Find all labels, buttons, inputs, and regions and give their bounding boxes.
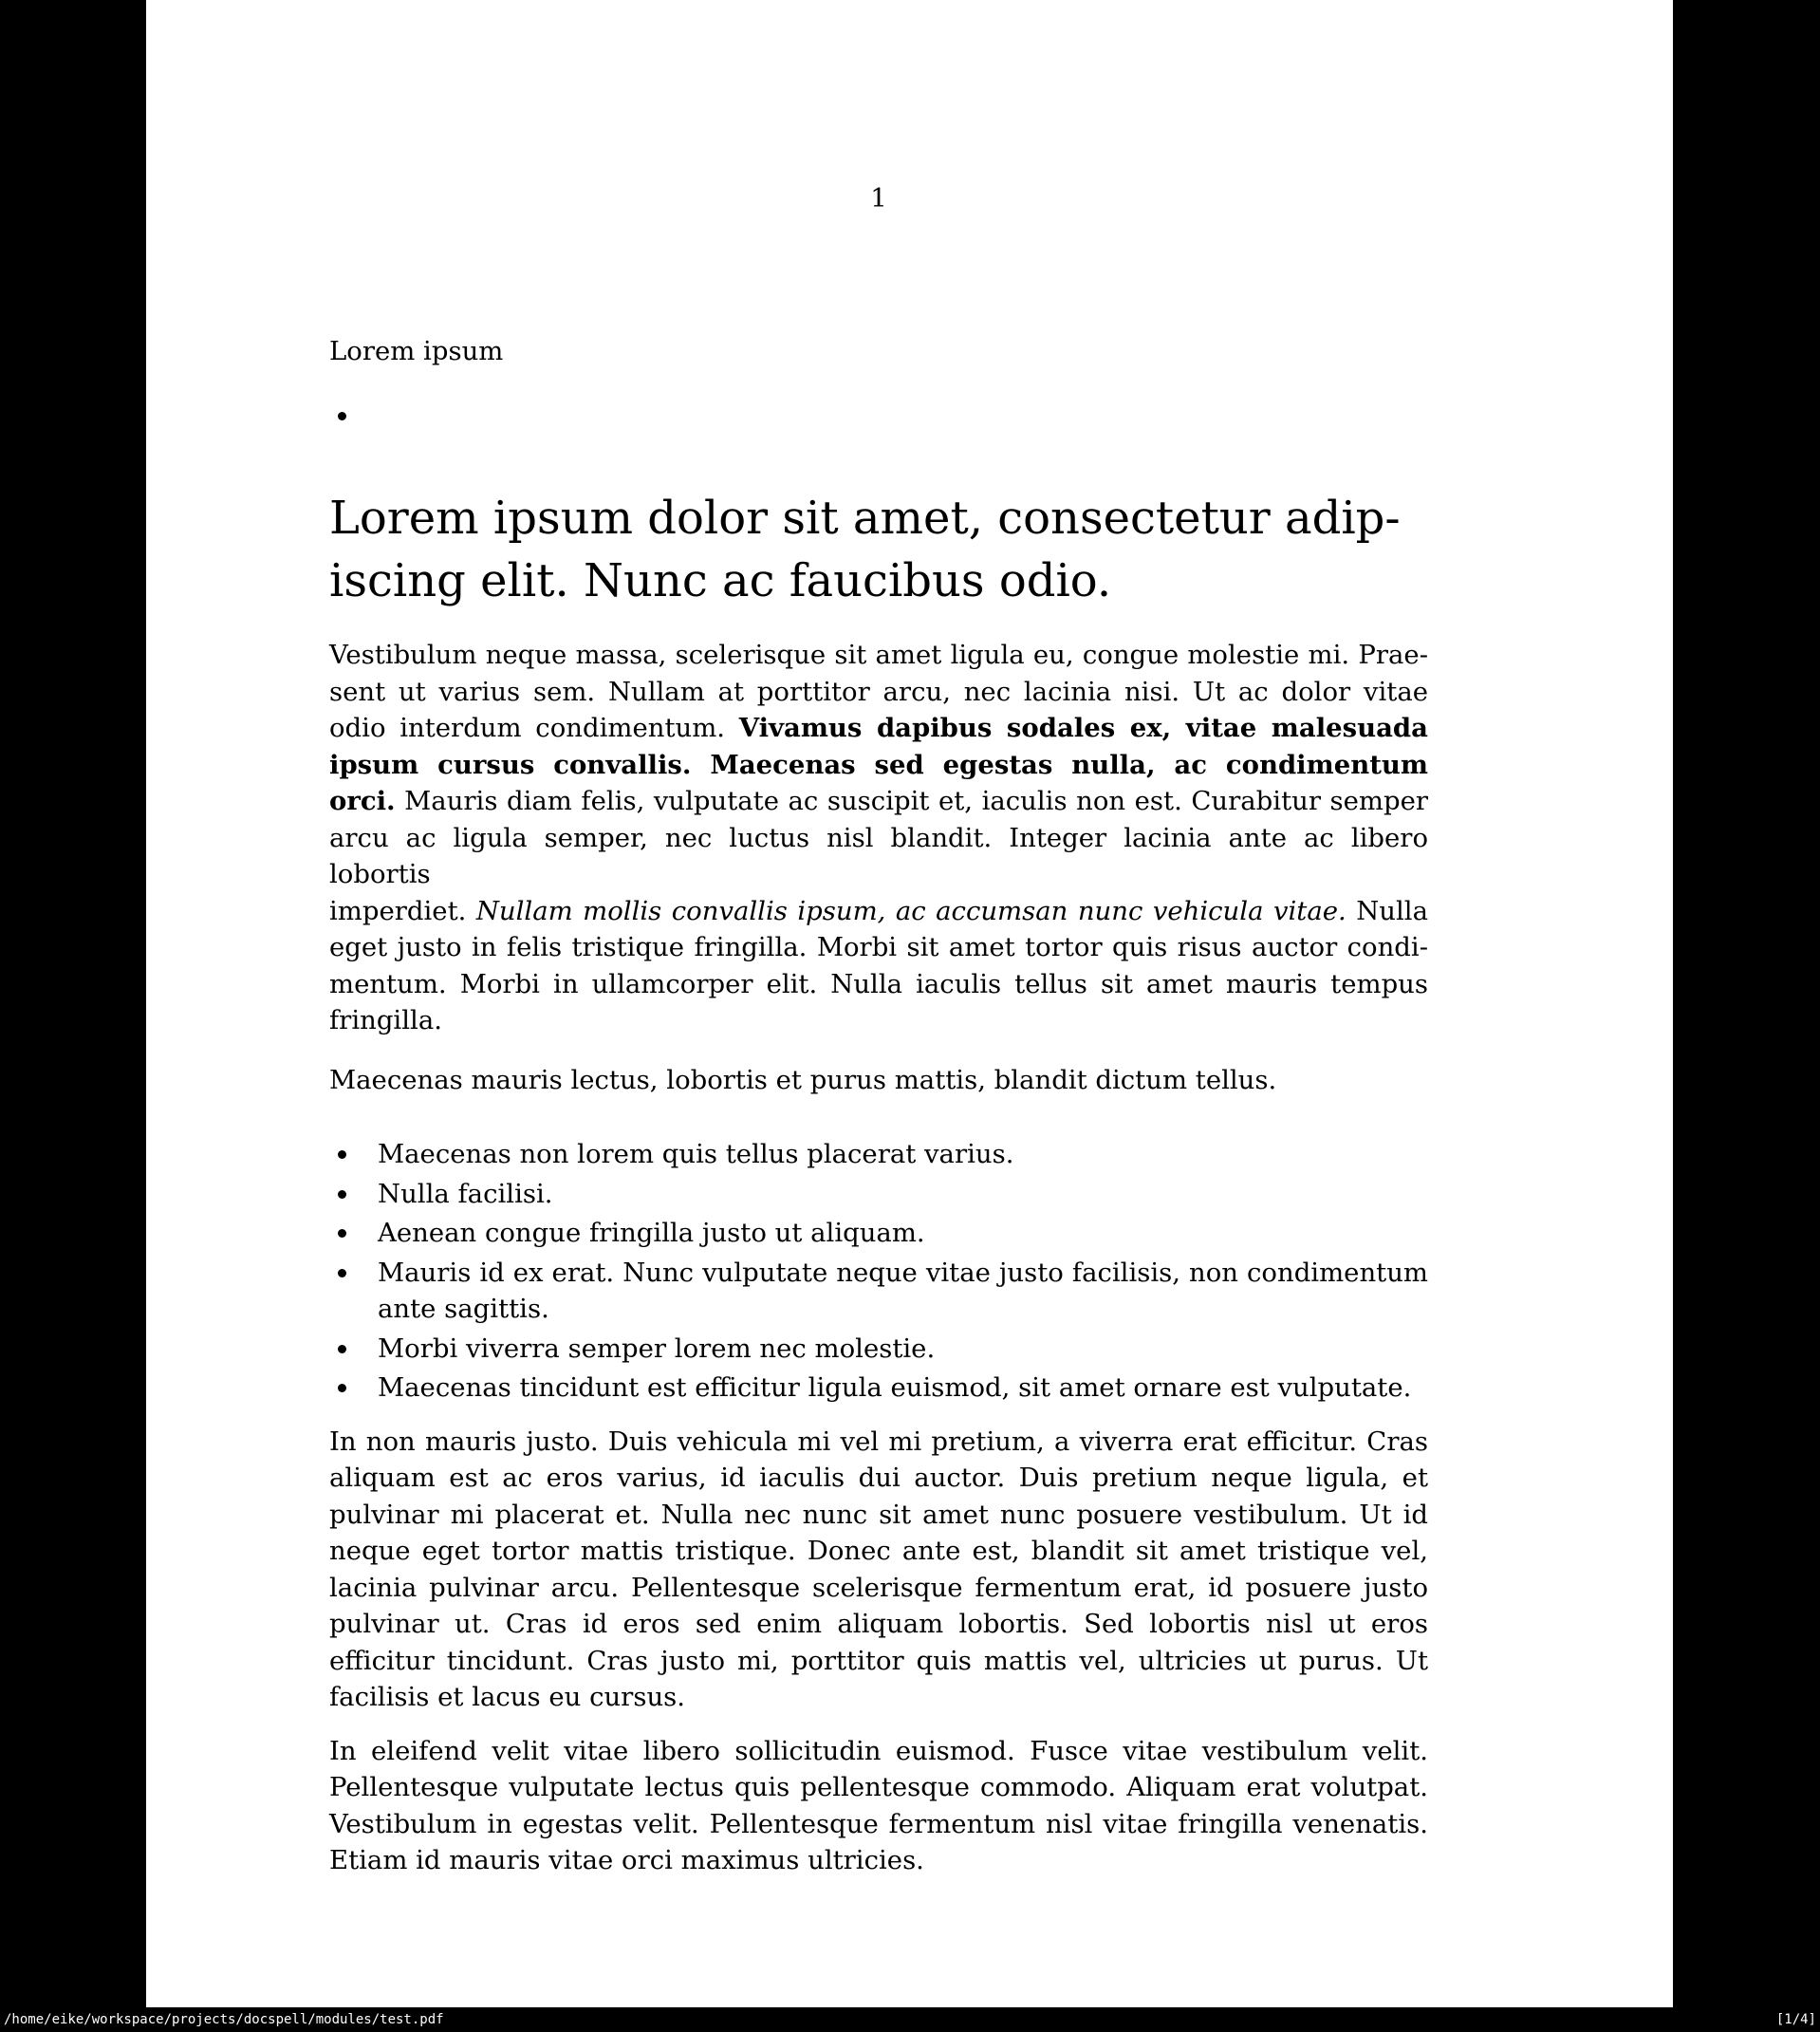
text-run: ante sagittis. — [378, 1294, 549, 1324]
page-indicator: [1/4] — [1775, 2012, 1816, 2027]
text-line — [378, 1370, 1428, 1407]
text-run: lacinia pulvinar arcu. Pellentesque scelerisque fermentum erat, id posuere justo — [329, 1572, 1428, 1603]
text-run: Vestibulum in egestas velit. Pellentesque fermentum nisl vitae fringilla venenatis. — [329, 1808, 1428, 1839]
bullet-icon — [338, 412, 346, 420]
bullet-list — [329, 1136, 1428, 1407]
text-line — [329, 1733, 1428, 1770]
section-heading — [329, 487, 1428, 612]
text-line — [329, 966, 1428, 1003]
list-item — [329, 1331, 1428, 1368]
text-run: iscing elit. Nunc ac faucibus odio. — [329, 554, 1112, 607]
text-run: sent ut varius sem. Nullam at porttitor arcu, nec lacinia nisi. Ut ac dolor vitae — [329, 676, 1428, 707]
list-item — [329, 1370, 1428, 1407]
bullet-icon — [338, 1150, 346, 1159]
bullet-icon — [338, 1229, 346, 1238]
text-run: imperdiet. — [329, 895, 476, 926]
text-run: Lorem ipsum — [329, 336, 504, 366]
status-bar — [0, 2007, 1820, 2032]
text-run: efficitur tincidunt. Cras justo mi, porttitor quis mattis vel, ultricies ut purus. Ut — [329, 1645, 1428, 1676]
text-line — [329, 1842, 1428, 1879]
text-run: arcu ac ligula semper, nec luctus nisl blandit. Integer lacinia ante ac libero lobortis — [329, 822, 1428, 889]
text-run: pulvinar ut. Cras id eros sed enim aliquam lobortis. Sed lobortis nisl ut eros — [329, 1609, 1428, 1639]
text-line — [378, 1255, 1428, 1292]
text-line — [378, 1215, 1428, 1252]
text-line — [329, 1570, 1428, 1607]
text-run: Nulla facilisi. — [378, 1178, 553, 1209]
text-run: Maecenas non lorem quis tellus placerat varius. — [378, 1139, 1014, 1169]
text-line — [329, 1533, 1428, 1570]
text-run: Lorem ipsum dolor sit amet, consectetur adip- — [329, 492, 1401, 545]
bold-text-run: Vivamus dapibus sodales ex, vitae malesuada — [738, 713, 1428, 743]
text-run: Mauris diam felis, vulputate ac suscipit et, iaculis non est. Curabitur semper — [395, 786, 1428, 816]
text-line — [378, 398, 1428, 435]
text-run: Morbi viverra semper lorem nec molestie. — [378, 1333, 936, 1364]
empty-bullet-list — [329, 398, 1428, 435]
file-path: /home/eike/workspace/projects/docspell/modules/test.pdf — [4, 2012, 444, 2027]
bold-text-run: orci. — [329, 786, 396, 816]
bullet-icon — [338, 1190, 346, 1199]
page-number: 1 — [870, 183, 887, 214]
text-line — [329, 820, 1428, 893]
bullet-icon — [338, 1384, 346, 1392]
text-line — [329, 1497, 1428, 1534]
bullet-icon — [338, 1345, 346, 1353]
list-item — [329, 1176, 1428, 1213]
text-run: Etiam id mauris vitae orci maximus ultricies. — [329, 1845, 924, 1875]
text-line — [329, 747, 1428, 784]
text-line — [378, 1331, 1428, 1368]
text-run: Maecenas mauris lectus, lobortis et purus mattis, blandit dictum tellus. — [329, 1064, 1277, 1095]
bold-text-run: ipsum cursus convallis. Maecenas sed egestas nulla, ac condimentum — [329, 749, 1428, 780]
text-line — [329, 674, 1428, 711]
text-run: mentum. Morbi in ullamcorper elit. Nulla iaculis tellus sit amet mauris tempus — [329, 968, 1428, 999]
text-line — [329, 1806, 1428, 1843]
text-run: neque eget tortor mattis tristique. Donec ante est, blandit sit amet tristique vel, — [329, 1536, 1428, 1566]
text-run: Vestibulum neque massa, scelerisque sit amet ligula eu, congue molestie mi. Prae- — [329, 640, 1428, 670]
paragraph-1 — [329, 637, 1428, 1039]
text-run: Maecenas tincidunt est efficitur ligula euismod, sit amet ornare est vulputate. — [378, 1372, 1412, 1403]
text-line — [329, 1606, 1428, 1643]
list-item — [329, 398, 1428, 435]
text-run: Pellentesque vulputate lectus quis pellentesque commodo. Aliquam erat volutpat. — [329, 1772, 1428, 1802]
text-line — [329, 333, 1428, 370]
text-line — [329, 637, 1428, 674]
text-line — [329, 1643, 1428, 1680]
italic-text-run: Nullam mollis convallis ipsum, ac accumsan nunc vehicula vitae. — [475, 895, 1346, 926]
text-line — [329, 710, 1428, 747]
list-item — [329, 1215, 1428, 1252]
text-line — [329, 1769, 1428, 1806]
text-run: In eleifend velit vitae libero sollicitudin euismod. Fusce vitae vestibulum velit. — [329, 1735, 1428, 1766]
text-line — [329, 1002, 1428, 1039]
text-run: eget justo in felis tristique fringilla. Morbi sit amet tortor quis risus auctor condi- — [329, 932, 1428, 962]
text-line — [329, 929, 1428, 966]
text-line — [329, 550, 1428, 612]
paragraph-3 — [329, 1424, 1428, 1716]
text-run: pulvinar mi placerat et. Nulla nec nunc sit amet nunc posuere vestibulum. Ut id — [329, 1499, 1428, 1530]
text-run: Nulla — [1346, 895, 1428, 926]
text-line — [329, 1424, 1428, 1461]
intro-line — [329, 333, 1428, 370]
text-run: In non mauris justo. Duis vehicula mi vel mi pretium, a viverra erat efficitur. Cras — [329, 1426, 1428, 1457]
bullet-icon — [338, 1269, 346, 1277]
text-run: Mauris id ex erat. Nunc vulputate neque vitae justo facilisis, non condimentum — [378, 1257, 1428, 1288]
text-line — [329, 487, 1428, 550]
page-content — [329, 0, 1428, 1879]
text-run: odio interdum condimentum. — [329, 713, 739, 743]
text-line — [329, 1679, 1428, 1716]
text-run: aliquam est ac eros varius, id iaculis dui auctor. Duis pretium neque ligula, et — [329, 1463, 1428, 1493]
text-run: fringilla. — [329, 1005, 442, 1035]
text-line — [329, 1460, 1428, 1497]
text-line — [378, 1136, 1428, 1173]
paragraph-2 — [329, 1062, 1428, 1099]
text-run: Aenean congue fringilla justo ut aliquam. — [378, 1218, 925, 1248]
text-line — [378, 1176, 1428, 1213]
text-line — [378, 1291, 1428, 1328]
text-run: facilisis et lacus eu cursus. — [329, 1682, 686, 1712]
pdf-page[interactable] — [146, 0, 1673, 2007]
list-item — [329, 1255, 1428, 1328]
text-line — [329, 1062, 1428, 1099]
text-line — [329, 783, 1428, 820]
text-line — [329, 893, 1428, 930]
paragraph-4 — [329, 1733, 1428, 1879]
list-item — [329, 1136, 1428, 1173]
